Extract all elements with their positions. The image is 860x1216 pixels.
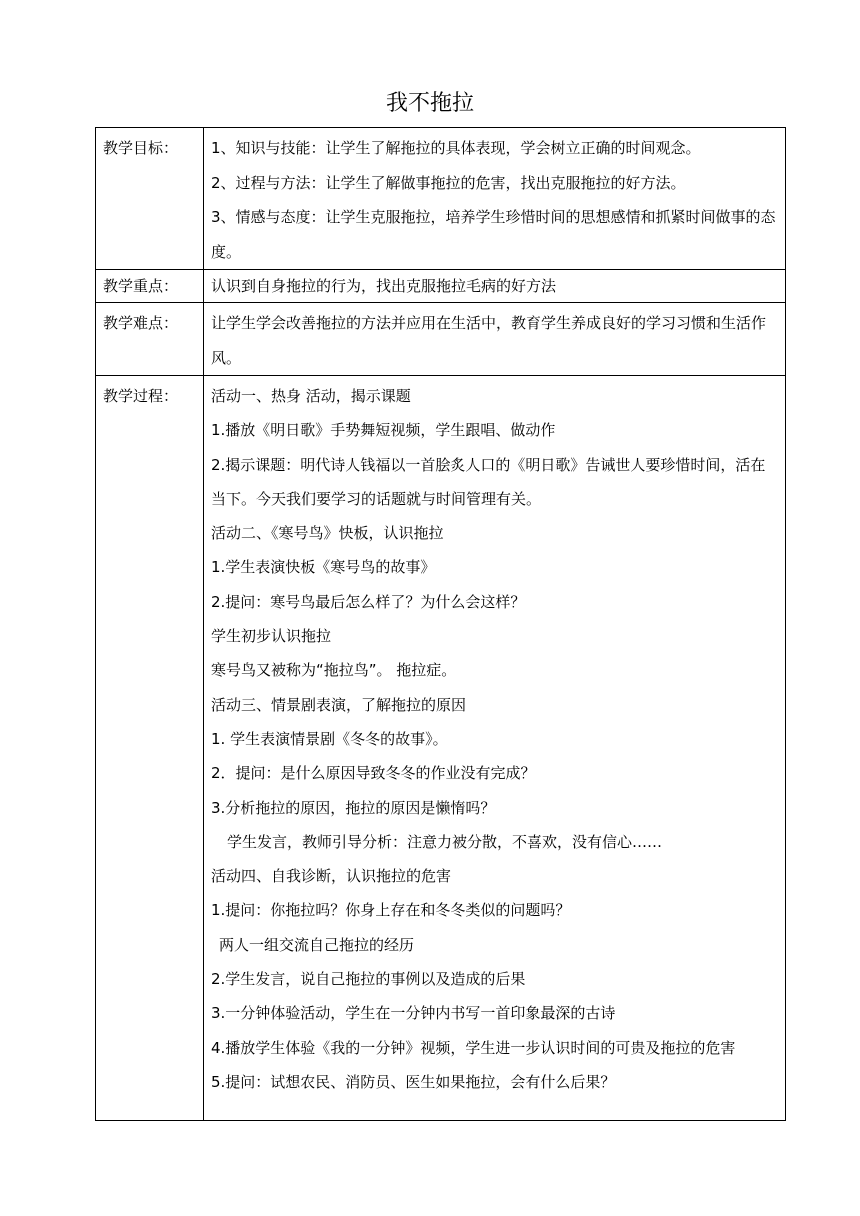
content-line: 学生初步认识拖拉 xyxy=(211,627,332,646)
content-line: 1、知识与技能：让学生了解拖拉的具体表现，学会树立正确的时间观念。 xyxy=(211,139,701,157)
content-line: 活动三、情景剧表演，了解拖拉的原因 xyxy=(211,695,467,714)
row-content xyxy=(204,376,786,1121)
content-line: 4.播放学生体验《我的一分钟》视频，学生进一步认识时间的可贵及拖拉的危害 xyxy=(211,1038,736,1057)
content-line: 寒号鸟又被称为“拖拉鸟”。 拖拉症。 xyxy=(211,661,457,680)
content-line: 活动一、热身 活动，揭示课题 xyxy=(211,387,411,405)
content-line: 2、过程与方法：让学生了解做事拖拉的危害，找出克服拖拉的好方法。 xyxy=(211,173,686,192)
content-line: 1.学生表演快板《寒号鸟的故事》 xyxy=(211,558,436,577)
content-line: 学生发言，教师引导分析：注意力被分散，不喜欢，没有信心…… xyxy=(227,832,663,851)
content-line: 1.提问：你拖拉吗？你身上存在和冬冬类似的问题吗？ xyxy=(211,901,571,920)
table-row-difficulties xyxy=(96,303,786,376)
content-line: 两人一组交流自己拖拉的经历 xyxy=(219,935,415,954)
table-row-key-points xyxy=(96,270,786,303)
content-line: 3、情感与态度：让学生克服拖拉，培养学生珍惜时间的思想感情和抓紧时间做事的态度。 xyxy=(211,208,776,261)
row-content xyxy=(204,270,786,303)
row-label: 教学过程： xyxy=(96,376,204,1121)
row-content xyxy=(204,303,786,376)
table-row-process xyxy=(96,376,786,1121)
content-line: 2．提问：是什么原因导致冬冬的作业没有完成？ xyxy=(211,764,536,783)
content-line: 3.一分钟体验活动，学生在一分钟内书写一首印象最深的古诗 xyxy=(211,1004,616,1023)
content-line: 2.揭示课题：明代诗人钱福以一首脍炙人口的《明日歌》告诫世人要珍惜时间，活在当下。今天我们要学习的话题就与时间管理有关。 xyxy=(211,455,766,508)
row-label: 教学难点： xyxy=(96,303,204,376)
row-label: 教学重点： xyxy=(96,270,204,303)
content-line: 活动二、《寒号鸟》快板，认识拖拉 xyxy=(211,524,444,543)
content-line: 2.学生发言，说自己拖拉的事例以及造成的后果 xyxy=(211,970,526,989)
lesson-plan-table xyxy=(95,127,786,1121)
content-line: 2.提问：寒号鸟最后怎么样了？为什么会这样？ xyxy=(211,592,526,611)
content-line: 活动四、自我诊断，认识拖拉的危害 xyxy=(211,867,452,886)
row-content xyxy=(204,128,786,270)
table-row-objectives xyxy=(96,128,786,270)
page-title: 我不拖拉 xyxy=(385,91,474,116)
content-line: 让学生学会改善拖拉的方法并应用在生活中，教育学生养成良好的学习习惯和生活作风。 xyxy=(211,314,767,367)
content-line: 5.提问：试想农民、消防员、医生如果拖拉，会有什么后果？ xyxy=(211,1072,616,1091)
content-line: 1.播放《明日歌》手势舞短视频，学生跟唱、做动作 xyxy=(211,421,556,440)
content-line: 认识到自身拖拉的行为，找出克服拖拉毛病的好方法 xyxy=(211,277,557,295)
row-label: 教学目标： xyxy=(96,128,204,270)
content-line: 3.分析拖拉的原因，拖拉的原因是懒惰吗？ xyxy=(211,798,496,817)
content-line: 1. 学生表演情景剧《冬冬的故事》。 xyxy=(211,729,448,748)
